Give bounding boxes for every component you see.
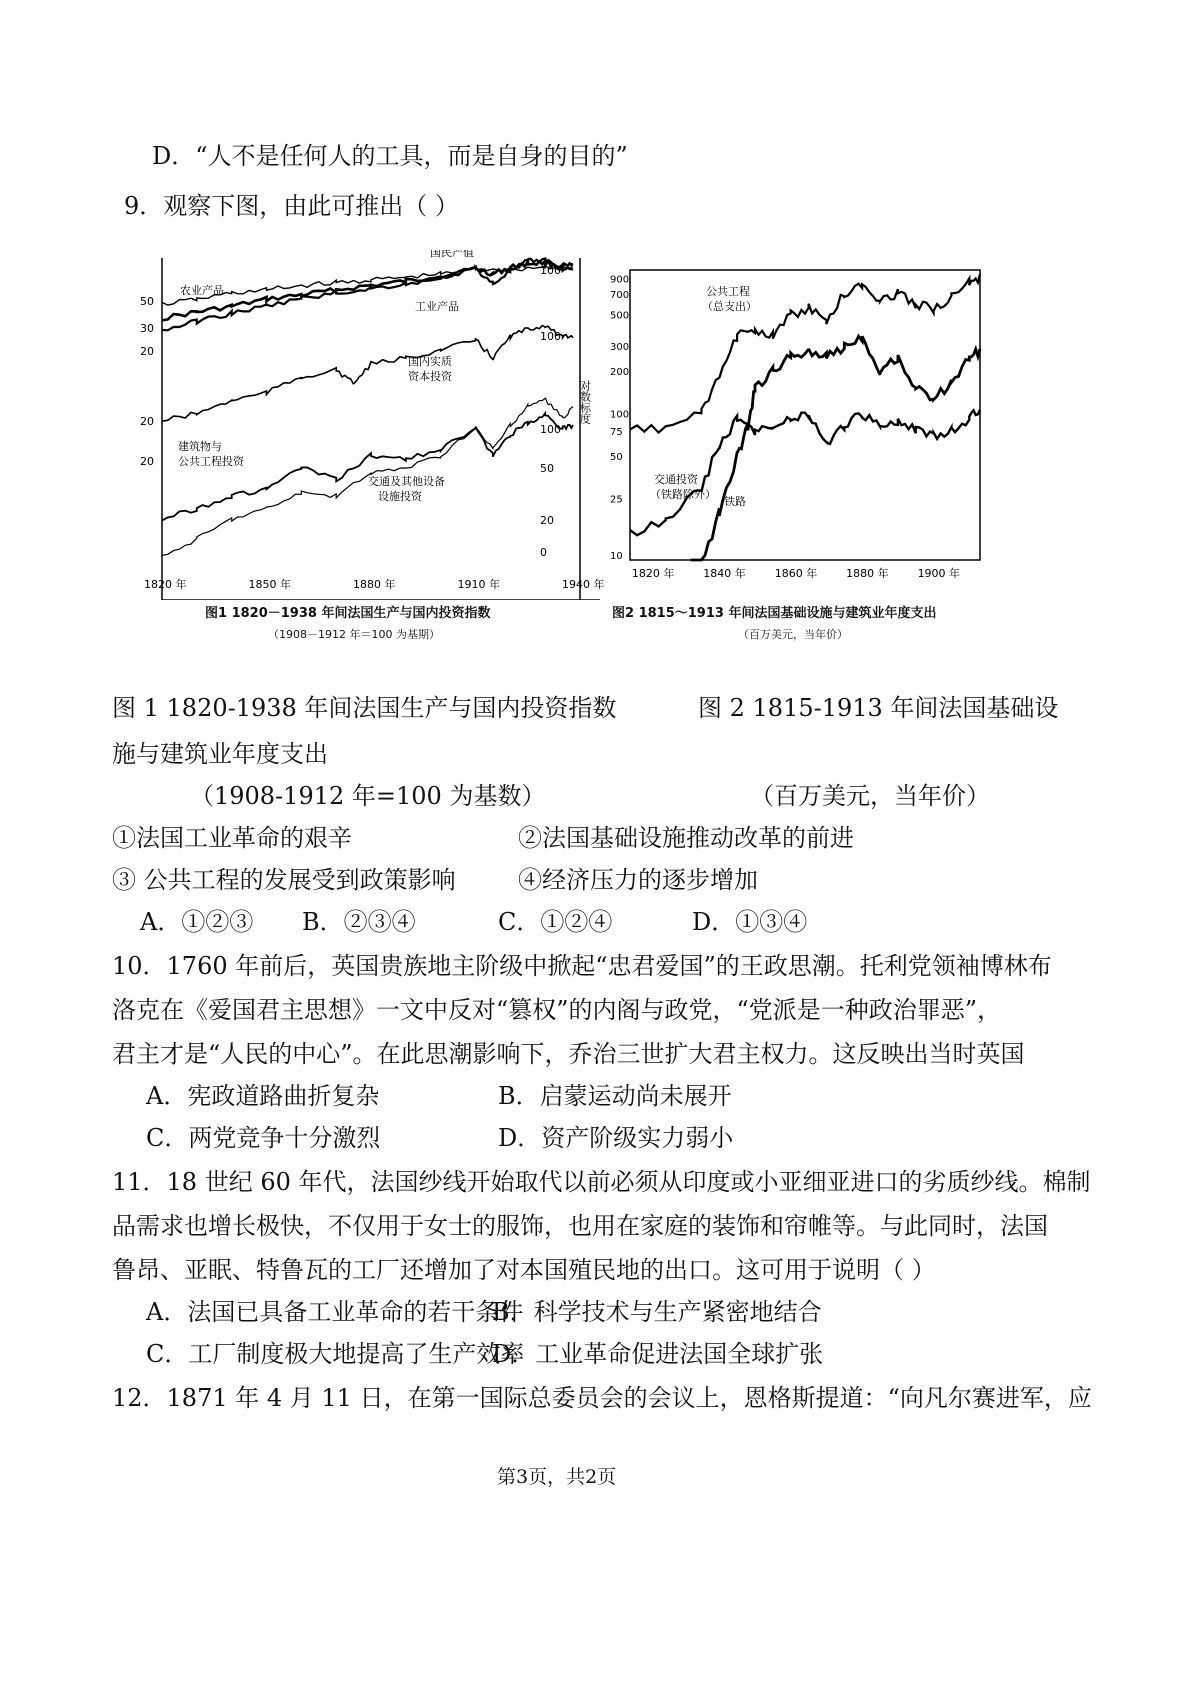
q9-stem: 9．观察下图，由此可推出（ ） bbox=[124, 192, 459, 220]
fig2-y-tick: 50 bbox=[610, 452, 623, 464]
fig1-right-tick: 20 bbox=[540, 514, 554, 527]
q11-option-b: B．科学技术与生产紧密地结合 bbox=[492, 1298, 822, 1326]
fig2-x-tick: 1840 年 bbox=[703, 567, 746, 580]
fig1-left-tick: 50 bbox=[140, 295, 154, 308]
fig1-label-transport-1: 交通及其他设备 bbox=[368, 475, 445, 488]
fig2-x-tick: 1820 年 bbox=[631, 567, 675, 580]
fig2-label-public-works-1: 公共工程 bbox=[706, 285, 750, 298]
fig1-label-domestic-capital-1: 国内实质 bbox=[408, 355, 452, 368]
q9-unit-note: （百万美元，当年价） bbox=[750, 782, 990, 810]
fig1-label-industry: 工业产品 bbox=[415, 300, 459, 313]
q9-statement-1: ①法国工业革命的艰辛 bbox=[112, 824, 352, 852]
fig1-left-tick: 20 bbox=[140, 415, 154, 428]
fig1-right-tick: 100 bbox=[540, 423, 561, 436]
fig1-series-4 bbox=[162, 326, 573, 422]
fig1-label-national-output: 国民产值 bbox=[430, 250, 474, 259]
fig1-x-tick: 1880 年 bbox=[353, 578, 396, 591]
q9-statement-4: ④经济压力的逐步增加 bbox=[518, 866, 758, 894]
fig2-y-tick: 75 bbox=[610, 427, 623, 439]
q10-line-1: 10．1760 年前后，英国贵族地主阶级中掀起“忠君爱国”的王政思潮。托利党领袖博林布 bbox=[112, 952, 1052, 980]
figure-2 bbox=[610, 265, 990, 585]
q9-text-caption-2: 图 2 1815-1913 年间法国基础设 bbox=[698, 694, 1059, 722]
fig2-y-tick: 500 bbox=[610, 310, 630, 322]
q11-option-c: C．工厂制度极大地提高了生产效率 bbox=[146, 1340, 525, 1368]
q10-option-c: C．两党竞争十分激烈 bbox=[146, 1124, 381, 1152]
q11-line-1: 11．18 世纪 60 年代，法国纱线开始取代以前必须从印度或小亚细亚进口的劣质纱线。棉制 bbox=[112, 1168, 1091, 1196]
fig1-subcaption: （1908－1912 年＝100 为基期） bbox=[268, 628, 440, 641]
fig1-label-transport-2: 设施投资 bbox=[378, 490, 422, 503]
fig2-label-railway: 铁路 bbox=[724, 495, 746, 508]
fig2-y-tick: 700 bbox=[610, 289, 630, 301]
fig1-left-tick: 20 bbox=[140, 455, 154, 468]
fig1-right-tick: 100 bbox=[540, 264, 561, 277]
fig1-label-buildings-2: 公共工程投资 bbox=[178, 455, 244, 468]
q10-line-2: 洛克在《爱国君主思想》一文中反对“篡权”的内阁与政党，“党派是一种政治罪恶”， bbox=[112, 996, 1002, 1024]
fig1-x-tick: 1820 年 bbox=[144, 578, 187, 591]
q10-option-b: B．启蒙运动尚未展开 bbox=[498, 1082, 732, 1110]
figure-1-chart bbox=[140, 250, 615, 600]
fig2-x-tick: 1860 年 bbox=[774, 567, 818, 580]
q11-option-d: D．工业革命促进法国全球扩张 bbox=[492, 1340, 824, 1368]
fig2-y-tick: 10 bbox=[610, 551, 623, 562]
q11-option-a: A．法国已具备工业革命的若干条件 bbox=[146, 1298, 524, 1326]
figure-1 bbox=[140, 250, 615, 600]
q10-option-d: D．资产阶级实力弱小 bbox=[498, 1124, 734, 1152]
fig2-caption: 图2 1815～1913 年间法国基础设施与建筑业年度支出 bbox=[612, 606, 937, 621]
q11-line-3: 鲁昂、亚眠、特鲁瓦的工厂还增加了对本国殖民地的出口。这可用于说明（ ） bbox=[112, 1256, 936, 1284]
fig1-right-tick: 50 bbox=[540, 462, 554, 475]
fig2-subcaption: （百万美元，当年价） bbox=[738, 628, 848, 641]
q10-line-3: 君主才是“人民的中心”。在此思潮影响下，乔治三世扩大君主权力。这反映出当时英国 bbox=[112, 1040, 1025, 1068]
fig1-label-agriculture: 农业产品 bbox=[180, 284, 224, 297]
fig1-right-tick: 100 bbox=[540, 330, 561, 343]
fig1-caption: 图1 1820－1938 年间法国生产与国内投资指数 bbox=[205, 606, 491, 621]
q9-text-caption-3: 施与建筑业年度支出 bbox=[112, 740, 328, 768]
q9-option-c: C．①②④ bbox=[498, 908, 613, 936]
fig2-label-transport-1: 交通投资 bbox=[654, 473, 698, 486]
q10-option-a: A．宪政道路曲折复杂 bbox=[146, 1082, 380, 1110]
fig2-y-tick: 300 bbox=[610, 341, 630, 353]
figure-2-chart bbox=[610, 265, 990, 585]
q9-statement-3: ③ 公共工程的发展受到政策影响 bbox=[112, 866, 456, 894]
fig1-right-axis-label-text: 对数标度 bbox=[578, 380, 592, 424]
q8-option-d: D．“人不是任何人的工具，而是自身的目的” bbox=[152, 142, 628, 170]
page-footer: 第3页，共2页 bbox=[497, 1466, 617, 1488]
fig2-y-tick: 100 bbox=[610, 409, 630, 421]
q11-line-2: 品需求也增长极快，不仅用于女士的服饰，也用在家庭的装饰和帘帷等。与此同时，法国 bbox=[112, 1212, 1048, 1240]
fig1-label-domestic-capital-2: 资本投资 bbox=[408, 370, 452, 383]
fig2-label-public-works-2: （总支出） bbox=[702, 300, 757, 313]
fig1-right-tick: 0 bbox=[540, 546, 547, 559]
fig1-label-buildings-1: 建筑物与 bbox=[178, 440, 222, 453]
fig1-left-tick: 20 bbox=[140, 345, 154, 358]
fig2-y-tick: 200 bbox=[610, 366, 630, 378]
fig1-x-tick: 1940 年 bbox=[562, 578, 605, 591]
fig1-x-tick: 1850 年 bbox=[248, 578, 291, 591]
q9-option-d: D．①③④ bbox=[692, 908, 808, 936]
fig2-x-tick: 1900 年 bbox=[917, 567, 961, 580]
fig2-series-3 bbox=[691, 336, 980, 560]
fig1-right-axis-label bbox=[579, 379, 592, 424]
q9-statement-2: ②法国基础设施推动改革的前进 bbox=[518, 824, 854, 852]
q9-option-b: B．②③④ bbox=[302, 908, 416, 936]
q12-line-1: 12．1871 年 4 月 11 日，在第一国际总委员会的会议上，恩格斯提道：“向凡尔赛进军，应 bbox=[112, 1384, 1092, 1412]
q9-text-caption-1: 图 1 1820-1938 年间法国生产与国内投资指数 bbox=[112, 694, 617, 722]
fig2-label-transport-2: （铁路除外） bbox=[650, 488, 716, 501]
fig1-left-tick: 30 bbox=[140, 322, 154, 335]
q9-option-a: A．①②③ bbox=[140, 908, 254, 936]
fig1-x-tick: 1910 年 bbox=[457, 578, 500, 591]
fig2-x-tick: 1880 年 bbox=[846, 567, 889, 580]
q9-base-note: （1908-1912 年=100 为基数） bbox=[190, 782, 546, 810]
fig2-y-tick: 25 bbox=[610, 494, 623, 506]
fig2-y-tick: 900 bbox=[610, 274, 630, 286]
